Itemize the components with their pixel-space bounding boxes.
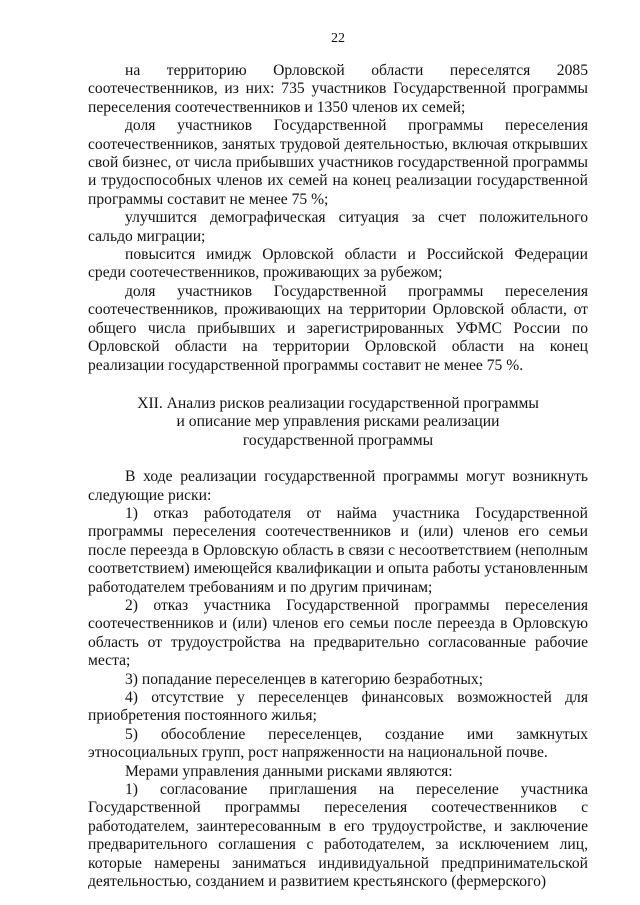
text-section-bottom [88, 468, 588, 891]
paragraph: 5) обособление переселенцев, создание ими замкнутых этносоциальных групп, рост напряженности на национальной почве. [88, 725, 588, 762]
paragraph: 3) попадание переселенцев в категорию безработных; [125, 670, 484, 688]
paragraph: улучшится демографическая ситуация за счет положительного сальдо миграции; [88, 209, 588, 245]
text-section-top [88, 62, 588, 375]
paragraph: повысится имидж Орловской области и Российской Федерации среди соотечественников, проживающих за рубежом; [88, 246, 588, 282]
section-heading [88, 395, 588, 450]
paragraph: В ходе реализации государственной программы могут возникнуть следующие риски: [88, 468, 588, 504]
document-page [88, 30, 588, 891]
heading-line: государственной программы [242, 431, 434, 449]
paragraph: на территорию Орловской области переселятся 2085 соотечественников, из них: 735 участников Государственной программы переселения соотечественников и 1350 членов их семей; [88, 62, 588, 116]
paragraph: 1) согласование приглашения на переселение участника Государственной программы переселения соотечественников с работодателем, заинтересованным в его трудоустройстве, и заключение предварительного соглашения с работодателем, за исключением лиц, которые намерены заниматься индивидуальной предпринимательской деятельностью, созданием и развитием крестьянского (фермерского) [88, 781, 588, 891]
paragraph: доля участников Государственной программы переселения соотечественников, занятых трудовой деятельностью, включая открывших свой бизнес, от числа прибывших участников государственной программы и трудоспособных членов их семей на конец реализации государственной программы составит не менее 75 %; [88, 117, 588, 208]
paragraph: 4) отсутствие у переселенцев финансовых возможностей для приобретения постоянного жилья; [88, 689, 588, 725]
paragraph: доля участников Государственной программы переселения соотечественников, проживающих на территории Орловской области, от общего числа прибывших и зарегистрированных УФМС России по Орловской области на территории Орловской области на конец реализации государственной программы составит не менее 75 %. [88, 282, 588, 374]
heading-line: XII. Анализ рисков реализации государственной программы [137, 394, 539, 412]
paragraph: 1) отказ работодателя от найма участника Государственной программы переселения соотечественников и (или) членов его семьи после переезда в Орловскую область в связи с несоответствием (неполным соответствием) имеющейся квалификации и опыта работы установленным работодателем требованиям и по другим причинам; [88, 504, 588, 596]
heading-line: и описание мер управления рисками реализации [176, 413, 500, 431]
paragraph: 2) отказ участника Государственной программы переселения соотечественников и (или) членов его семьи после переезда в Орловскую область от трудоустройства на предварительно согласованные рабочие места; [88, 596, 588, 670]
page-number: 22 [331, 31, 345, 46]
paragraph: Мерами управления данными рисками являются: [125, 762, 453, 780]
